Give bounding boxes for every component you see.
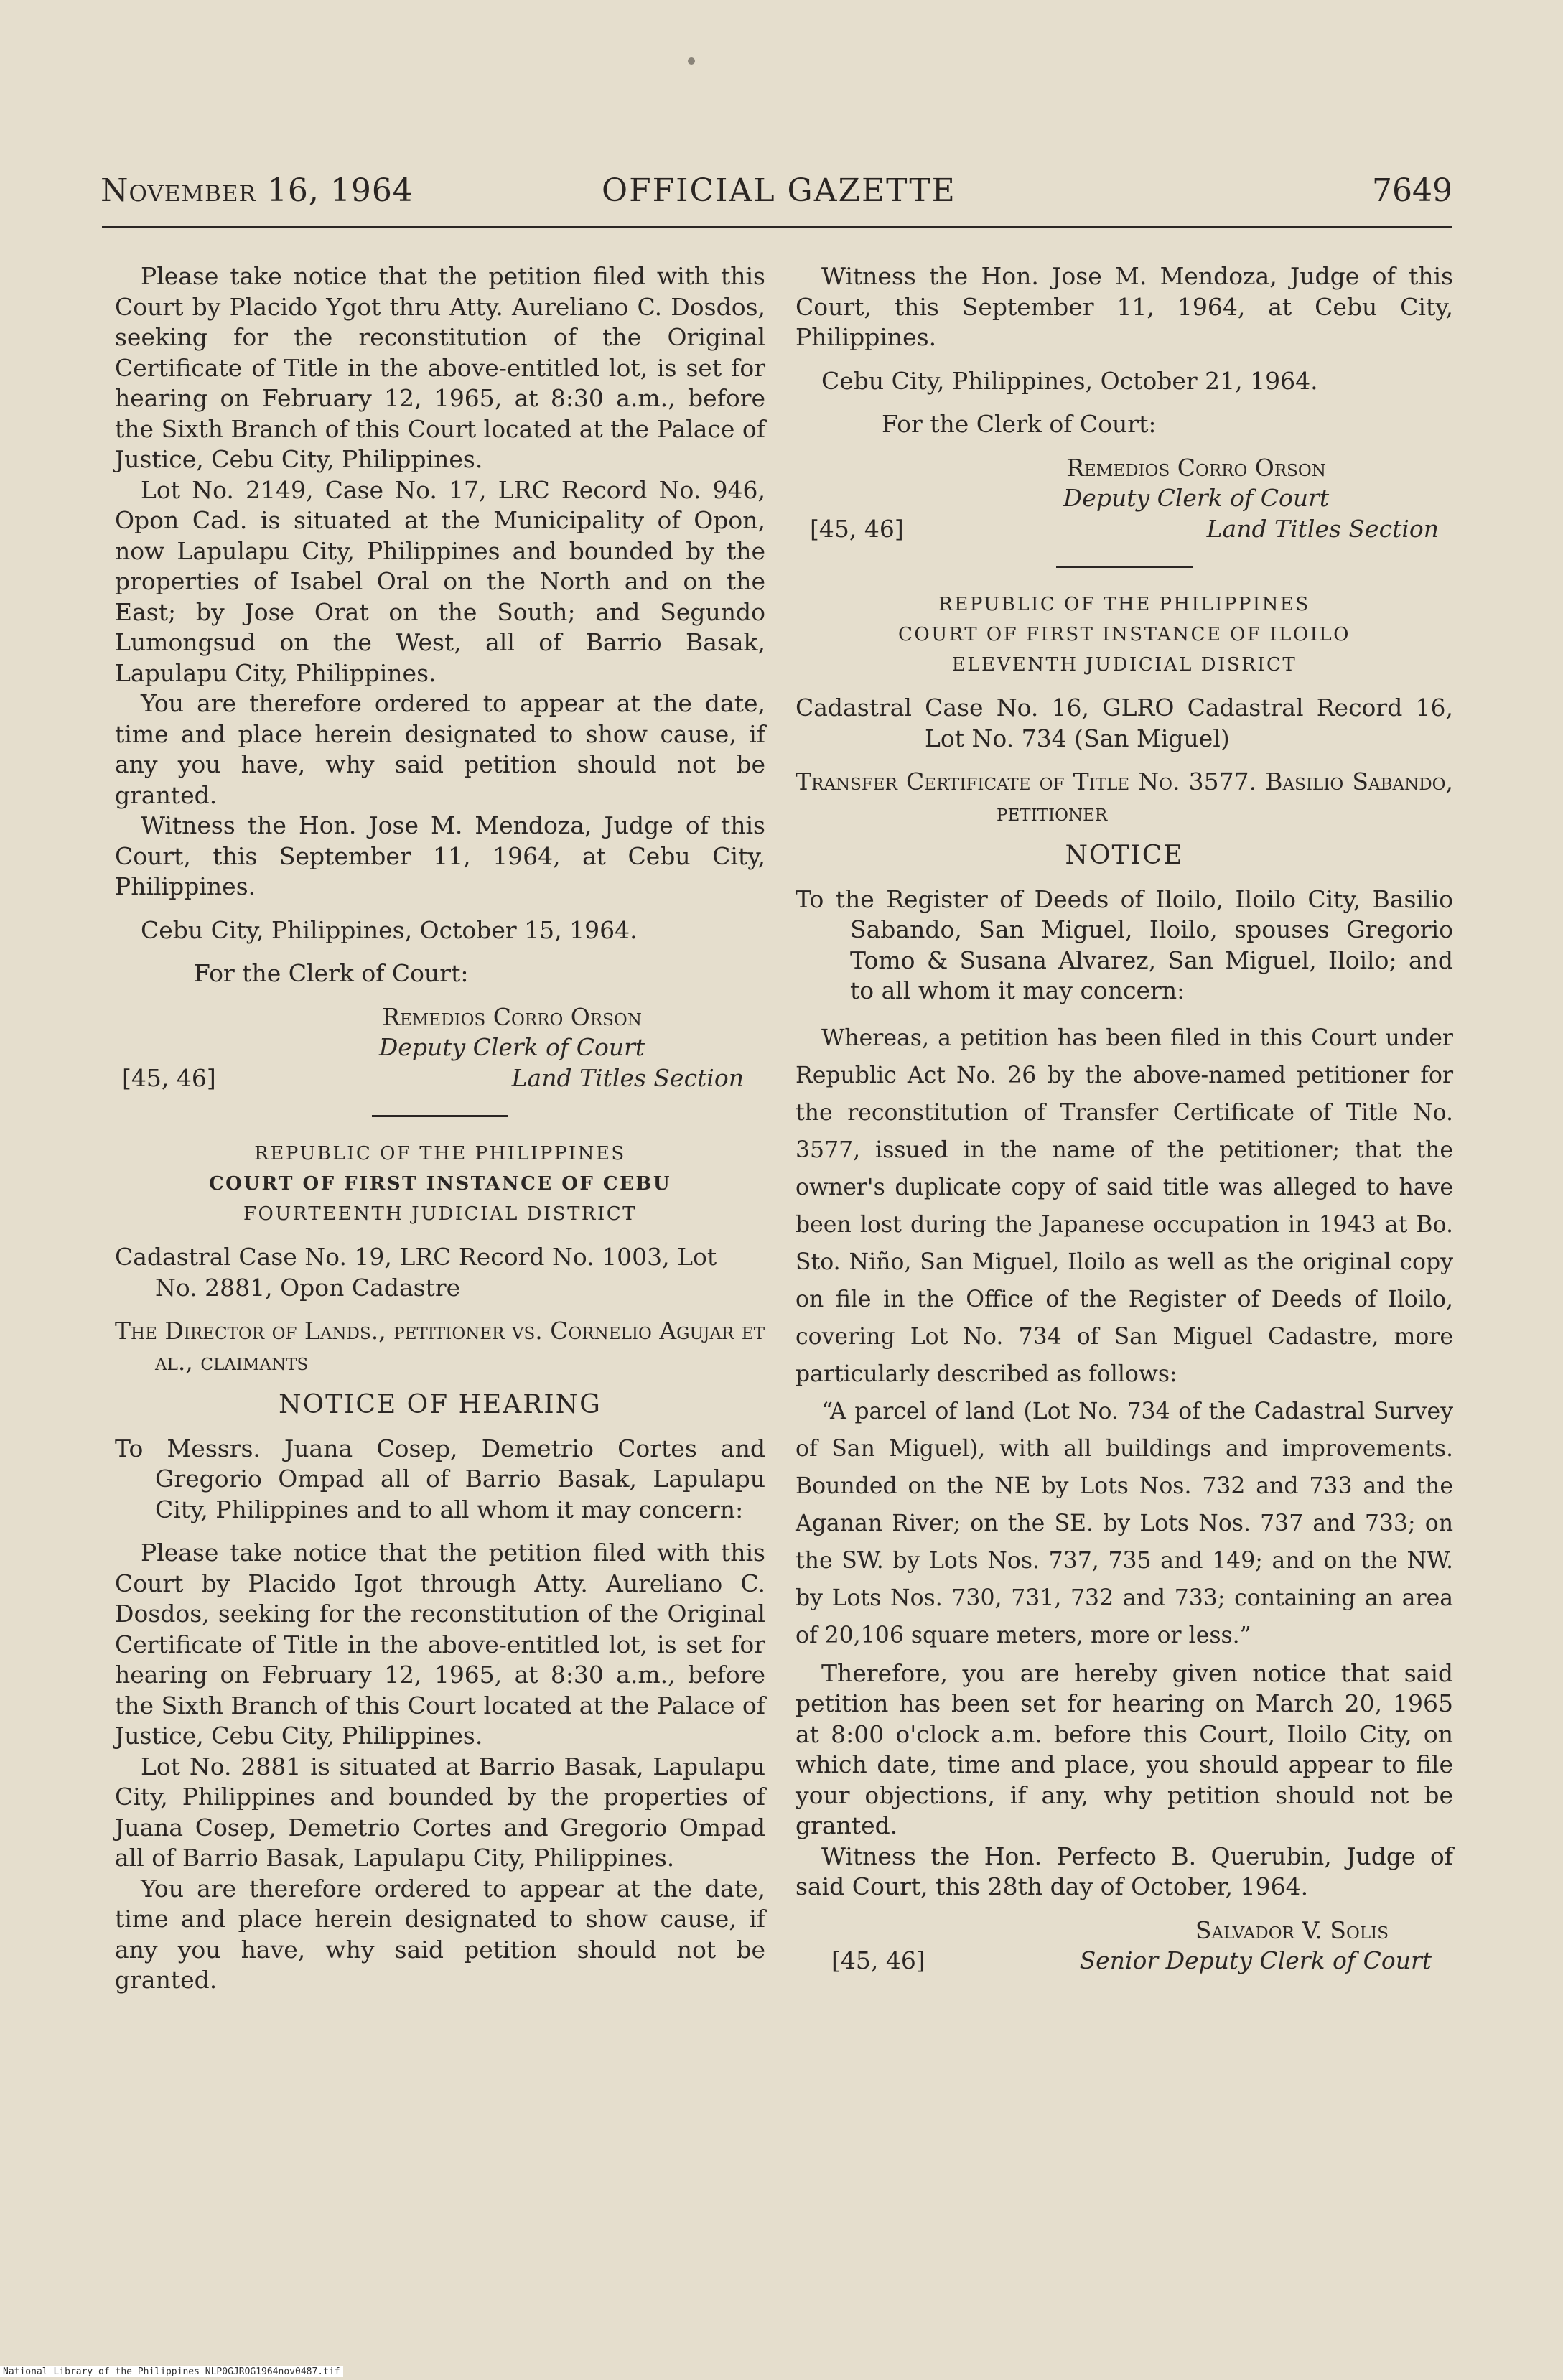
notice1-paragraph-1: Please take notice that the petition filed with this Court by Placido Ygot thru Atty. Aureliano C. Dosdos, seeking for the reconstitution of the Original Certificate of Title in the above-entitled lot, is set for hearing on February 12, 1965, at 8:30 a.m., before the Sixth Branch of this Court located at the Palace of Justice, Cebu City, Philippines. bbox=[115, 262, 765, 473]
notice3-signature bbox=[796, 1915, 1453, 1977]
signature-title: Deputy Clerk of Court bbox=[1063, 484, 1330, 512]
notice2-heading-district: FOURTEENTH JUDICIAL DISTRICT bbox=[243, 1203, 637, 1225]
notice1-signature bbox=[115, 1002, 765, 1094]
notice3-reference: [45, 46] bbox=[831, 1946, 925, 1974]
signature-section: Land Titles Section bbox=[511, 1063, 744, 1092]
notice1-paragraph-4: Witness the Hon. Jose M. Mendoza, Judge of this Court, this September 11, 1964, at Cebu City, Philippines. bbox=[115, 811, 765, 900]
notice3-addressees: To the Register of Deeds of Iloilo, Iloilo City, Basilio Sabando, San Miguel, Iloilo, spouses Gregorio Tomo & Susana Alvarez, San Miguel, Iloilo; and to all whom it may concern: bbox=[796, 885, 1453, 1004]
notice1b-date-line: Cebu City, Philippines, October 21, 1964. bbox=[821, 366, 1318, 395]
signature-name: Remedios Corro Orson bbox=[382, 1002, 642, 1031]
notice1b-signature bbox=[796, 453, 1453, 545]
notice1-paragraph-3: You are therefore ordered to appear at the date, time and place herein designated to show cause, if any you have, why said petition should not be granted. bbox=[115, 689, 765, 809]
notice2-parties: The Director of Lands., petitioner vs. Cornelio Agujar et al., claimants bbox=[115, 1317, 765, 1376]
notice1-reference: [45, 46] bbox=[122, 1063, 216, 1092]
notice3-paragraph-1: Whereas, a petition has been filed in this Court under Republic Act No. 26 by the above-named petitioner for the reconstitution of Transfer Certificate of Title No. 3577, issued in the name of the petitioner; that the owner's duplicate copy of said title was alleged to have been lost during the Japanese occupation in 1943 at Bo. Sto. Niño, San Miguel, Iloilo as well as the original copy on file in the Office of the Register of Deeds of Iloilo, covering Lot No. 734 of San Miguel Cadastre, more particularly described as follows: bbox=[796, 1025, 1453, 1387]
notice2-case: Cadastral Case No. 19, LRC Record No. 1003, Lot No. 2881, Opon Cadastre bbox=[115, 1243, 717, 1302]
signature-title: Deputy Clerk of Court bbox=[378, 1033, 645, 1061]
notice2-paragraph-2: Lot No. 2881 is situated at Barrio Basak, Lapulapu City, Philippines and bounded by the properties of Juana Cosep, Demetrio Cortes and Gregorio Ompad all of Barrio Basak, Lapulapu City, Philippines. bbox=[115, 1752, 765, 1872]
notice1b-for-clerk: For the Clerk of Court: bbox=[882, 410, 1157, 438]
scan-footer: National Library of the Philippines NLP0GJROG1964nov0487.tif bbox=[0, 2366, 343, 2377]
header-title: OFFICIAL GAZETTE bbox=[602, 172, 956, 209]
signature-name: Salvador V. Solis bbox=[1195, 1915, 1389, 1944]
notice3-heading-district: ELEVENTH JUDICIAL DISRICT bbox=[951, 654, 1297, 676]
notice2-heading-republic: REPUBLIC OF THE PHILIPPINES bbox=[254, 1143, 626, 1165]
notice1-for-clerk: For the Clerk of Court: bbox=[194, 959, 469, 987]
right-column bbox=[796, 261, 1453, 1977]
notice1b-reference: [45, 46] bbox=[810, 514, 904, 543]
notice1-date-line: Cebu City, Philippines, October 15, 1964. bbox=[141, 915, 638, 944]
left-column bbox=[115, 261, 765, 1996]
notice3-title: NOTICE bbox=[1065, 841, 1184, 870]
signature-title: Senior Deputy Clerk of Court bbox=[1079, 1946, 1432, 1974]
notice2-paragraph-3: You are therefore ordered to appear at the date, time and place herein designated to show cause, if any you have, why said petition should not be granted. bbox=[115, 1874, 765, 1994]
notice2-addressees: To Messrs. Juana Cosep, Demetrio Cortes and Gregorio Ompad all of Barrio Basak, Lapulapu City, Philippines and to all whom it may concern: bbox=[115, 1434, 765, 1523]
binding-mark bbox=[688, 57, 695, 65]
notice1-paragraph-2: Lot No. 2149, Case No. 17, LRC Record No. 946, Opon Cad. is situated at the Municipality of Opon, now Lapulapu City, Philippines and bounded by the properties of Isabel Oral on the North and on the East; by Jose Orat on the South; and Segundo Lumongsud on the West, all of Barrio Basak, Lapulapu City, Philippines. bbox=[115, 475, 765, 687]
header-rule bbox=[102, 226, 1452, 228]
header-date: November 16, 1964 bbox=[101, 172, 414, 209]
notice3-paragraph-3: Therefore, you are hereby given notice that said petition has been set for hearing on March 20, 1965 at 8:00 o'clock a.m. before this Court, Iloilo City, on which date, time and place, you should appear to file your objections, if any, why petition should not be granted. bbox=[796, 1658, 1453, 1839]
notice1-witness-cont: Witness the Hon. Jose M. Mendoza, Judge of this Court, this September 11, 1964, at Cebu City, Philippines. bbox=[796, 262, 1453, 351]
separator-rule bbox=[1056, 566, 1193, 568]
notice2-heading-court: COURT OF FIRST INSTANCE OF CEBU bbox=[208, 1173, 672, 1195]
notice2-paragraph-1: Please take notice that the petition filed with this Court by Placido Igot through Atty. Aureliano C. Dosdos, seeking for the reconstitution of the Original Certificate of Title in the above-entitled lot, is set for hearing on February 12, 1965, at 8:30 a.m., before the Sixth Branch of this Court located at the Palace of Justice, Cebu City, Philippines. bbox=[115, 1539, 765, 1750]
notice3-case: Cadastral Case No. 16, GLRO Cadastral Record 16, Lot No. 734 (San Miguel) bbox=[796, 694, 1453, 752]
notice2-title: NOTICE OF HEARING bbox=[279, 1390, 602, 1419]
signature-name: Remedios Corro Orson bbox=[1066, 453, 1326, 482]
notice3-paragraph-4: Witness the Hon. Perfecto B. Querubin, Judge of said Court, this 28th day of October, 1964. bbox=[796, 1842, 1453, 1900]
notice3-tct: Transfer Certificate of Title No. 3577. Basilio Sabando, petitioner bbox=[796, 767, 1453, 826]
separator-rule bbox=[372, 1115, 508, 1117]
notice3-heading-court: COURT OF FIRST INSTANCE OF ILOILO bbox=[897, 624, 1350, 645]
notice3-paragraph-2: “A parcel of land (Lot No. 734 of the Cadastral Survey of San Miguel), with all buildings and improvements. Bounded on the NE by Lots Nos. 732 and 733 and the Aganan River; on the SE. by Lots Nos. 737 and 733; on the SW. by Lots Nos. 737, 735 and 149; and on the NW. by Lots Nos. 730, 731, 732 and 733; containing an area of 20,106 square meters, more or less.” bbox=[796, 1398, 1453, 1648]
signature-section: Land Titles Section bbox=[1206, 514, 1439, 543]
notice3-heading-republic: REPUBLIC OF THE PHILIPPINES bbox=[938, 594, 1310, 615]
header-page-number: 7649 bbox=[1372, 172, 1452, 209]
